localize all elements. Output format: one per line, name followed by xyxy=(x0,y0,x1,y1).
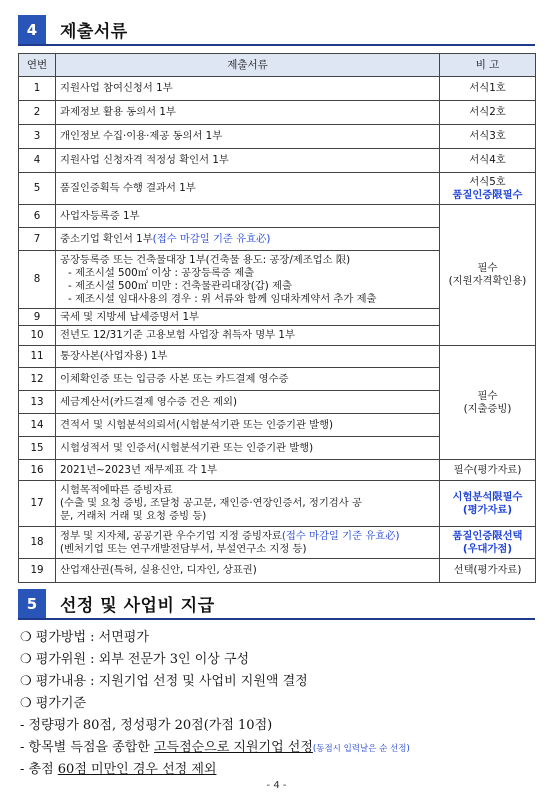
column-header-doc: 제출서류 xyxy=(56,54,440,77)
evaluation-list xyxy=(20,627,540,781)
table-row: 2 과제정보 활용 동의서 1부 서식2호 xyxy=(19,101,536,125)
table-row: 7 중소기업 확인서 1부(접수 마감일 기준 유효必) xyxy=(19,228,536,251)
required-badge: 품질인증限필수 xyxy=(452,188,523,201)
bullet-icon: ❍ xyxy=(20,630,32,645)
page-number: - 4 - xyxy=(266,780,287,791)
documents-table xyxy=(18,53,536,583)
table-row: 16 2021년~2023년 재무제표 각 1부 필수(평가자료) xyxy=(19,460,536,481)
column-header-no: 연번 xyxy=(19,54,56,77)
table-row: 12 이체확인증 또는 입금증 사본 또는 카드결제 영수증 xyxy=(19,368,536,391)
table-header-row xyxy=(19,54,536,77)
table-row: 11 통장사본(사업자용) 1부 필수 (지출증빙) xyxy=(19,346,536,368)
table-row: 15 시험성적서 및 인증서(시험분석기관 또는 인증기관 발행) xyxy=(19,437,536,460)
bullet-icon: ❍ xyxy=(20,652,32,667)
section-5-header xyxy=(18,589,535,620)
table-row: 19 산업재산권(특허, 실용신안, 디자인, 상표권) 선택(평가자료) xyxy=(19,559,536,583)
list-item: ❍ 평가방법 : 서면평가 xyxy=(20,630,149,645)
section-title: 선정 및 사업비 지급 xyxy=(60,596,215,616)
note-group-expense: 필수 (지출증빙) xyxy=(440,346,536,460)
list-item: ❍ 평가기준 xyxy=(20,696,87,711)
table-row: 13 세금계산서(카드결제 영수증 건은 제외) xyxy=(19,391,536,414)
bullet-icon: ❍ xyxy=(20,696,32,711)
table-row: 5 품질인증획득 수행 결과서 1부 서식5호 품질인증限필수 xyxy=(19,173,536,205)
table-row: 1 지원사업 참여신청서 1부 서식1호 xyxy=(19,77,536,101)
table-row: 4 지원사업 신청자격 적정성 확인서 1부 서식4호 xyxy=(19,149,536,173)
bullet-icon: ❍ xyxy=(20,674,32,689)
section-4-header xyxy=(18,15,535,46)
list-subitem: - 총점 60점 미만인 경우 선정 제외 xyxy=(20,762,217,777)
table-row: 3 개인정보 수집·이용·제공 동의서 1부 서식3호 xyxy=(19,125,536,149)
table-row: 14 견적서 및 시험분석의뢰서(시험분석기관 또는 인증기관 발행) xyxy=(19,414,536,437)
list-item: ❍ 평가내용 : 지원기업 선정 및 사업비 지원액 결정 xyxy=(20,674,308,689)
table-row: 9 국세 및 지방세 납세증명서 1부 xyxy=(19,309,536,326)
table-row: 10 전년도 12/31기준 고용보험 사업장 취득자 명부 1부 xyxy=(19,326,536,346)
section-number: 5 xyxy=(18,589,46,618)
section-number: 4 xyxy=(18,15,46,44)
table-row: 8 공장등록증 또는 건축물대장 1부(건축물 용도: 공장/제조업소 限) - 제조시설 500㎡ 이상 : 공장등록증 제출 - 제조시설 500㎡ 미만 : 건축물관리대장(갑) 제출 - 제조시설 임대사용의 경우 : 위 서류와 함께 임대차계약서 추가 제출 xyxy=(19,251,536,309)
table-row: 18 정부 및 지자체, 공공기관 우수기업 지정 증빙자료(접수 마감일 기준 유효必) (벤처기업 또는 연구개발전담부서, 부설연구소 지정 등) 품질인증限선택 (우대가점) xyxy=(19,527,536,559)
table-row: 17 시험목적에따른 증빙자료 (수출 및 요청 증빙, 조달청 공고문, 재인증·연장인증서, 정기검사 공 문, 거래처 거래 및 요청 증빙 등) 시험분석限필수 (평가자료) xyxy=(19,481,536,527)
note-group-qualification: 필수 (지원자격확인용) xyxy=(440,205,536,346)
list-subitem: - 정량평가 80점, 정성평가 20점(가점 10점) xyxy=(20,718,273,733)
list-item: ❍ 평가위원 : 외부 전문가 3인 이상 구성 xyxy=(20,652,250,667)
section-title: 제출서류 xyxy=(60,22,128,42)
column-header-note: 비 고 xyxy=(440,54,536,77)
list-subitem: - 항목별 득점을 종합한 고득점순으로 지원기업 선정(동점시 입력날은 순 선정) xyxy=(20,740,410,755)
table-row: 6 사업자등록증 1부 필수 (지원자격확인용) xyxy=(19,205,536,228)
